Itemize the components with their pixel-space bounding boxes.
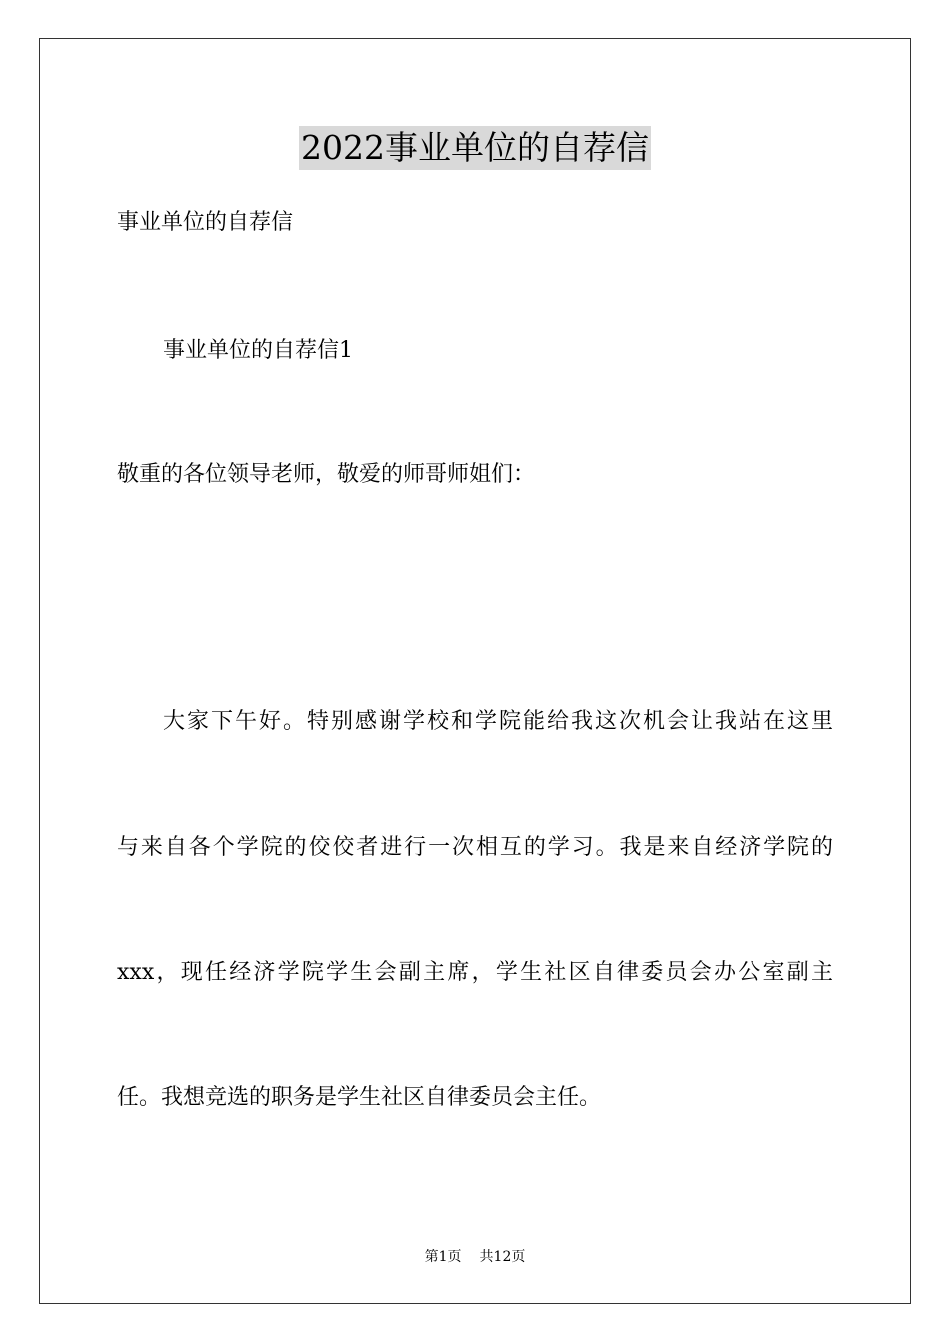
paragraph-line: xxx，现任经济学院学生会副主席，学生社区自律委员会办公室副主 xyxy=(117,960,833,985)
section-heading: 事业单位的自荐信1 xyxy=(163,338,353,363)
document-subtitle: 事业单位的自荐信 xyxy=(117,210,294,235)
paragraph-line: 大家下午好。特别感谢学校和学院能给我这次机会让我站在这里 xyxy=(163,709,833,734)
salutation: 敬重的各位领导老师，敬爱的师哥师姐们： xyxy=(117,462,536,487)
title-container xyxy=(0,126,950,170)
page-number: 第1页 xyxy=(424,1249,462,1265)
page-footer xyxy=(0,1248,950,1266)
paragraph-line: 与来自各个学院的佼佼者进行一次相互的学习。我是来自经济学院的 xyxy=(117,835,833,860)
paragraph-line: 任。我想竞选的职务是学生社区自律委员会主任。 xyxy=(117,1085,602,1110)
page-total: 共12页 xyxy=(479,1249,526,1265)
document-title: 2022事业单位的自荐信 xyxy=(299,126,651,170)
